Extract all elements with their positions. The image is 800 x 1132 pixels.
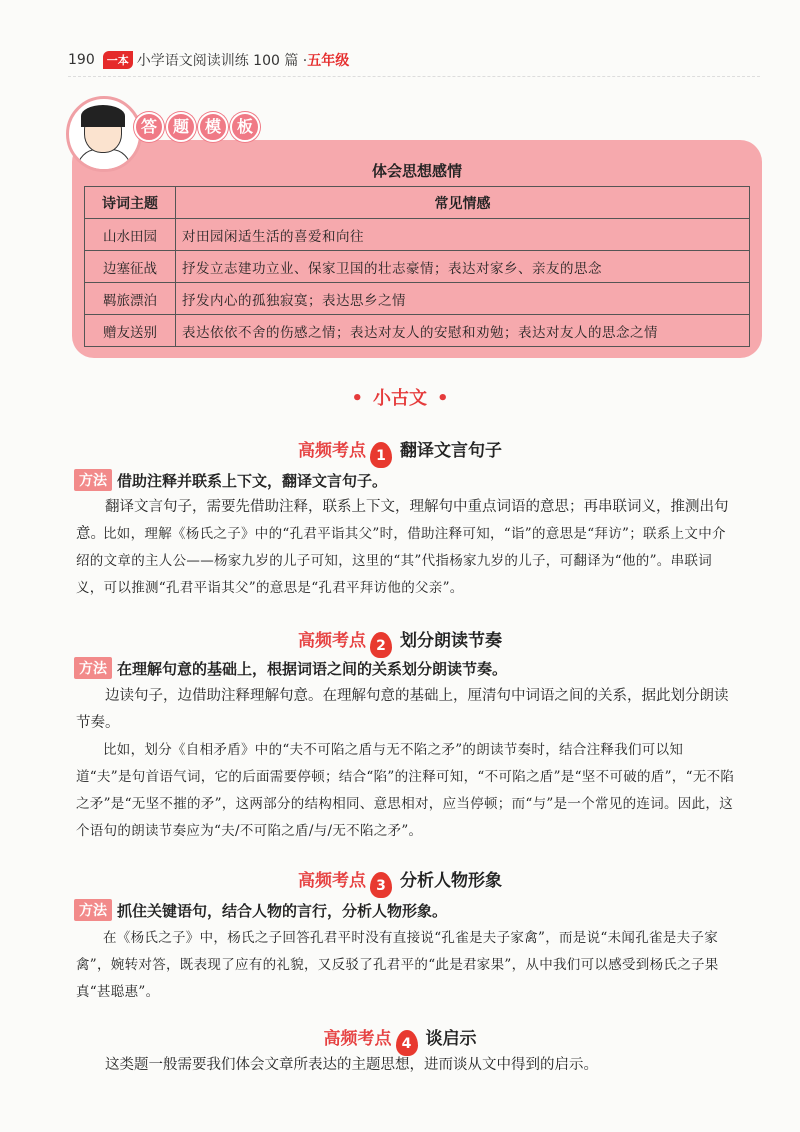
key-point-label: 高频考点 [298, 441, 366, 461]
key-point-label: 高频考点 [298, 631, 366, 651]
header-divider [68, 76, 760, 77]
key-point-title: 翻译文言句子 [400, 441, 502, 461]
table-row [85, 219, 750, 251]
theme-cell: 边塞征战 [85, 251, 176, 283]
badge-char: 题 [166, 112, 196, 142]
method-tag: 方法 [74, 657, 112, 679]
emotion-cell: 对田园闲适生活的喜爱和向往 [176, 219, 750, 251]
key-point-2-heading [0, 626, 800, 658]
bullet-dot-icon: • [437, 388, 449, 409]
paragraph: 边读句子，边借助注释理解句意。在理解句意的基础上，厘清句中词语之间的关系，据此划分朗读节奏。 [76, 688, 729, 731]
key-point-title: 划分朗读节奏 [400, 631, 502, 651]
table-row [85, 315, 750, 347]
paragraph: 这类题一般需要我们体会文章所表达的主题思想，进而谈从文中得到的启示。 [105, 1057, 598, 1073]
emotion-cell: 表达依依不舍的伤感之情；表达对友人的安慰和劝勉；表达对友人的思念之情 [176, 315, 750, 347]
poem-emotion-table [84, 186, 750, 347]
flame-number-icon: 3 [370, 872, 392, 898]
key-point-3-heading [0, 866, 800, 898]
grade-label: 五年级 [307, 53, 350, 69]
column-header: 常见情感 [176, 187, 750, 219]
flame-number-icon: 2 [370, 632, 392, 658]
method-tag: 方法 [74, 899, 112, 921]
badge-char: 模 [198, 112, 228, 142]
table-header-row [85, 187, 750, 219]
method-text: 借助注释并联系上下文，翻译文言句子。 [117, 471, 388, 490]
method-line-2 [74, 657, 507, 679]
method-tag: 方法 [74, 469, 112, 491]
key-point-title: 分析人物形象 [400, 871, 502, 891]
badge-char: 答 [134, 112, 164, 142]
section-title-text: 小古文 [373, 388, 427, 409]
table-title: 体会思想感情 [371, 162, 462, 180]
column-header: 诗词主题 [85, 187, 176, 219]
key-point-1-heading [0, 436, 800, 468]
method-text: 抓住关键语句，结合人物的言行，分析人物形象。 [117, 901, 448, 920]
key-point-label: 高频考点 [298, 871, 366, 891]
emotion-cell: 抒发内心的孤独寂寞；表达思乡之情 [176, 283, 750, 315]
bullet-dot-icon: • [351, 388, 363, 409]
book-title: 小学语文阅读训练 100 篇 · [136, 53, 308, 69]
paragraph: 翻译文言句子，需要先借助注释，联系上下文，理解句中重点词语的意思；再串联词义，推测出句意。 [76, 499, 729, 542]
flame-number-icon: 4 [396, 1030, 418, 1056]
key-point-title: 谈启示 [425, 1029, 477, 1049]
emotion-cell: 抒发立志建功立业、保家卫国的壮志豪情；表达对家乡、亲友的思念 [176, 251, 750, 283]
method-line-3 [74, 899, 447, 921]
method-line-1 [74, 469, 387, 491]
page-header [68, 48, 349, 72]
page-number: 190 [68, 52, 95, 68]
brand-logo: 一本 [103, 51, 133, 69]
theme-cell: 羁旅漂泊 [85, 283, 176, 315]
table-row [85, 283, 750, 315]
theme-cell: 山水田园 [85, 219, 176, 251]
paragraph: 比如，划分《自相矛盾》中的“夫不可陷之盾与无不陷之矛”的朗读节奏时，结合注释我们可以知道“夫”是句首语气词，它的后面需要停顿；结合“陷”的注释可知，“不可陷之盾”是“坚不可破的盾”，“无不陷之矛”是“无坚不摧的矛”，这两部分的结构相同、意思相对，应当停顿；而“与”是一个常见的连词。因此，这个语句的朗读节奏应为“夫/不可陷之盾/与/无不陷之矛”。 [76, 742, 735, 839]
badge-char: 板 [230, 112, 260, 142]
key-point-label: 高频考点 [323, 1029, 392, 1049]
paragraph: 比如，理解《杨氏之子》中的“孔君平诣其父”时，借助注释可知，“诣”的意思是“拜访”；联系上文中介绍的文章的主人公——杨家九岁的儿子可知，这里的“其”代指杨家九岁的儿子，可翻译为“他的”。串联词义，可以推测“孔君平诣其父”的意思是“孔君平拜访他的父亲”。 [76, 526, 726, 596]
flame-number-icon: 1 [370, 442, 392, 468]
theme-cell: 赠友送别 [85, 315, 176, 347]
method-text: 在理解句意的基础上，根据词语之间的关系划分朗读节奏。 [117, 659, 508, 678]
section-title [0, 384, 800, 410]
paragraph: 在《杨氏之子》中，杨氏之子回答孔君平时没有直接说“孔雀是夫子家禽”，而是说“未闻孔雀是夫子家禽”，婉转对答，既表现了应有的礼貌，又反驳了孔君平的“此是君家果”，从中我们可以感受到杨氏之子果真“甚聪惠”。 [76, 930, 719, 1000]
answer-template-badge [134, 112, 260, 142]
table-row [85, 251, 750, 283]
